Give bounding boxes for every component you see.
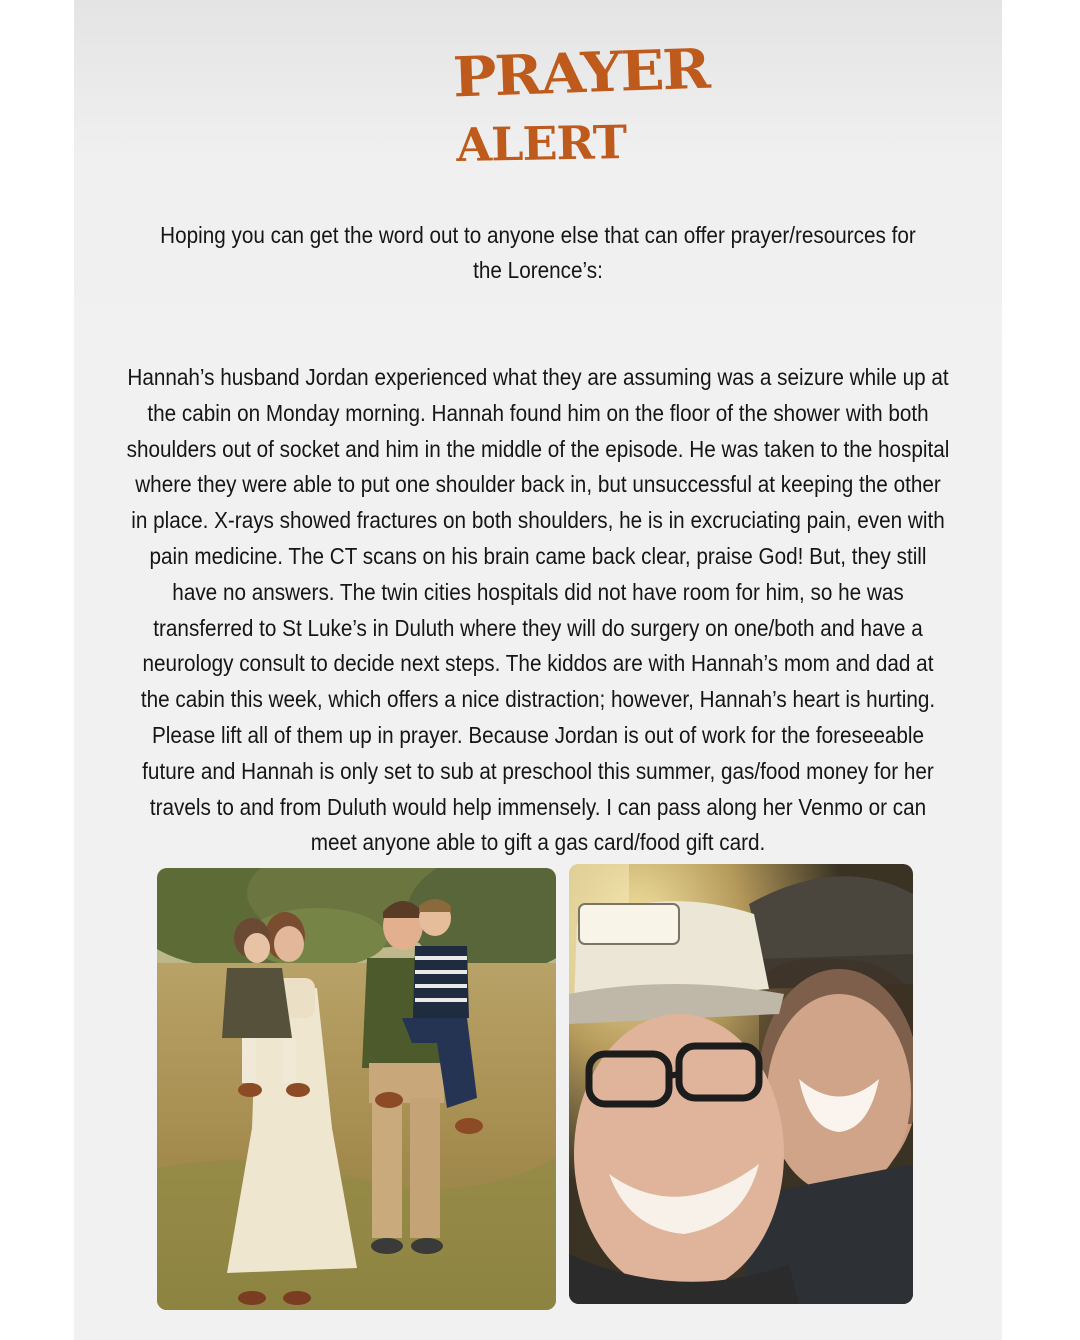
- couple-photo-image: [569, 864, 913, 1304]
- story-card: [74, 0, 1002, 1340]
- heading-line-alert: ALERT: [455, 115, 627, 172]
- heading-line-prayer: PRAYER: [451, 36, 710, 110]
- family-photo: [157, 868, 556, 1310]
- couple-selfie-photo: [569, 864, 913, 1304]
- body-paragraph: Hannah’s husband Jordan experienced what they are assuming was a seizure while up at the cabin on Monday morning. Hannah found him on the floor of the shower with both shoulders out of socket and him in the middle of the episode. He was taken to the hospital where they were able to put one shoulder back in, but unsuccessful at keeping the other in place. X-rays showed fractures on both shoulders, he is in excruciating pain, even with pain medicine. The CT scans on his brain came back clear, praise God! But, they still have no answers. The twin cities hospitals did not have room for him, so he was transferred to St Luke’s in Duluth where they will do surgery on one/both and have a neurology consult to decide next steps. The kiddos are with Hannah’s mom and dad at the cabin this week, which offers a nice distraction; however, Hannah’s heart is hurting. Please lift all of them up in prayer. Because Jordan is out of work for the foreseeable future and Hannah is only set to sub at preschool this summer, gas/food money for her travels to and from Duluth would help immensely. I can pass along her Venmo or can meet anyone able to gift a gas card/food gift card.: [126, 364, 950, 856]
- intro-paragraph: Hoping you can get the word out to anyone else that can offer prayer/resources for the Lorence’s:: [160, 222, 916, 283]
- family-photo-image: [157, 868, 556, 1310]
- prayer-alert-heading: [451, 36, 710, 180]
